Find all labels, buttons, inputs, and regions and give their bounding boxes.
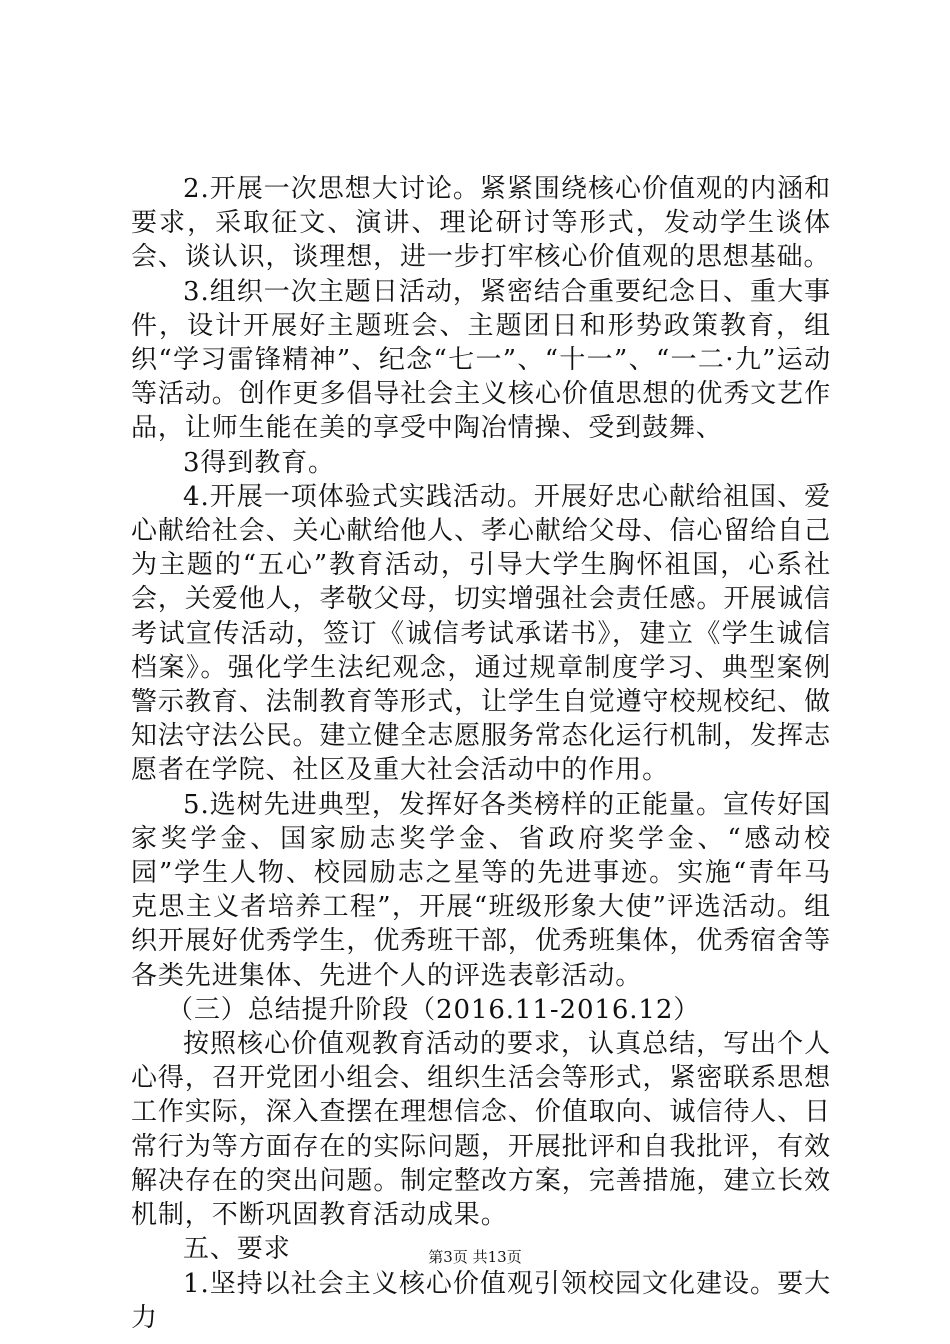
paragraph-discussion: 2.开展一次思想大讨论。紧紧围绕核心价值观的内涵和要求，采取征文、演讲、理论研讨等形式，发动学生谈体会、谈认识，谈理想，进一步打牢核心价值观的思想基础。	[131, 174, 831, 273]
document-body	[131, 172, 831, 1335]
paragraph-practice: 4.开展一项体验式实践活动。开展好忠心献给祖国、爱心献给社会、关心献给他人、孝心献给父母、信心留给自己为主题的“五心”教育活动，引导大学生胸怀祖国，心系社会，关爱他人，孝敬父母，切实增强社会责任感。开展诚信考试宣传活动，签订《诚信考试承诺书》，建立《学生诚信档案》。强化学生法纪观念，通过规章制度学习、典型案例警示教育、法制教育等形式，让学生自觉遵守校规校纪、做知法守法公民。建立健全志愿服务常态化运行机制，发挥志愿者在学院、社区及重大社会活动中的作用。	[131, 481, 831, 786]
paragraph-fragment: 3得到教育。	[183, 447, 335, 478]
page-footer: 第3页 共13页	[428, 1248, 522, 1266]
section-heading-requirements: 五、要求	[183, 1234, 291, 1265]
paragraph-summary: 按照核心价值观教育活动的要求，认真总结，写出个人心得，召开党团小组会、组织生活会等形式，紧密联系思想工作实际，深入查摆在理想信念、价值取向、诚信待人、日常行为等方面存在的实际问题，开展批评和自我批评，有效解决存在的突出问题。制定整改方案，完善措施，建立长效机制，不断巩固教育活动成果。	[131, 1029, 831, 1231]
paragraph-requirement-1: 1.坚持以社会主义核心价值观引领校园文化建设。要大力	[131, 1268, 831, 1333]
paragraph-role-models: 5.选树先进典型，发挥好各类榜样的正能量。宣传好国家奖学金、国家励志奖学金、省政府奖学金、“感动校园”学生人物、校园励志之星等的先进事迹。实施“青年马克思主义者培养工程”，开展“班级形象大使”评选活动。组织开展好优秀学生，优秀班干部，优秀班集体，优秀宿舍等各类先进集体、先进个人的评选表彰活动。	[131, 789, 831, 991]
section-heading-summary-stage: （三）总结提升阶段（2016.11-2016.12）	[167, 994, 701, 1025]
paragraph-theme-day: 3.组织一次主题日活动，紧密结合重要纪念日、重大事件，设计开展好主题班会、主题团日和形势政策教育，组织“学习雷锋精神”、纪念“七一”、“十一”、“一二·九”运动等活动。创作更多倡导社会主义核心价值思想的优秀文艺作品，让师生能在美的享受中陶冶情操、受到鼓舞、	[131, 276, 831, 444]
